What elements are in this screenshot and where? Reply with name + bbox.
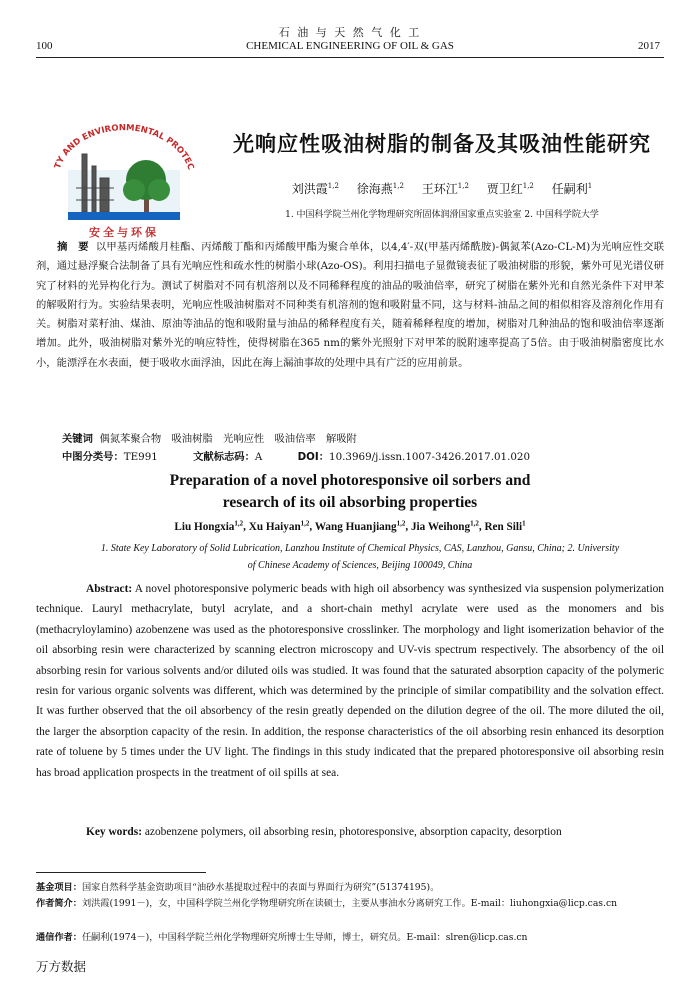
- author-cn: 任嗣利$^1$: [551, 182, 593, 196]
- keywords-cn: [62, 430, 662, 445]
- footnote-corresponding: 通信作者：任嗣利(1974－)，中国科学院兰州化学物理研究所博士生导师，博士，研究员。E-mail：slren@licp.cas.cn: [36, 932, 528, 943]
- classification-line: [62, 448, 662, 463]
- doc-code-value: A: [254, 451, 263, 463]
- author-en: Xu Haiyan$^{1,2}$: [248, 519, 310, 533]
- abstract-cn-text: 以甲基丙烯酸月桂酯、丙烯酸丁酯和丙烯酸甲酯为聚合单体，以4,4′-双(甲基丙烯酰胺)-偶氮苯(Azo-CL-M)为光响应性交联剂，通过悬浮聚合法制备了具有光响应性和疏水性的树脂小球(Azo-OS)。利用扫描电子显微镜表征了吸油树脂的形貌，紫外可见光谱仪研究了材料的光异构化行为。测试了树脂对不同有机溶剂以及不同稀释程度的油品的吸油倍率，研究了树脂在紫外光和自然光条件下对甲苯的解吸附行为。实验结果表明，光响应性吸油树脂对不同种类有机溶剂的饱和吸附量不同，这与材料-油品之间的相似相容及溶剂化作用有关。树脂对菜籽油、煤油、原油等油品的饱和吸附量与油品的稀释程度有关，随着稀释程度的增加，树脂对几种油品的饱和吸油倍率逐渐增加。此外，吸油树脂对紫外光的响应特性，使得树脂在365 nm的紫外光照射下对甲苯的脱附速率提高了5倍。由于吸油树脂密度比水小，能漂浮在水表面，便于吸收水面浮油，因此在海上漏油事故的处理中具有广泛的应用前景。: [36, 241, 665, 369]
- abstract-cn-label: 摘 要: [57, 241, 89, 253]
- logo-label: 安全与环保: [89, 226, 159, 239]
- footnote-divider: [36, 872, 206, 873]
- refinery-icon: [76, 154, 114, 212]
- author-cn: 徐海燕$^{1,2}$: [356, 182, 404, 196]
- author-en: Wang Huanjiang$^{1,2}$: [314, 519, 406, 533]
- issue-year: 2017: [638, 40, 660, 52]
- paper-title-en-line2: research of its oil absorbing properties: [222, 494, 478, 511]
- author-en: Jia Weihong$^{1,2}$: [410, 519, 479, 533]
- clc-label: 中图分类号：: [62, 451, 124, 463]
- water-band: [68, 212, 180, 220]
- affiliation-en: 1. State Key Laboratory of Solid Lubrication, Lanzhou Institute of Chemical Physics, CAS, Lanzhou, Gansu, China; 2. University of Chinese Academy of Sciences, Beijing 100049, China: [100, 543, 620, 571]
- author-cn: 刘洪霞$^{1,2}$: [291, 182, 339, 196]
- footnote-funding: 基金项目：国家自然科学基金资助项目“油砂水基提取过程中的表面与界面行为研究”(51374195)。: [36, 882, 440, 893]
- safety-environment-logo: [48, 108, 200, 240]
- author-cn: 贾卫红$^{1,2}$: [486, 182, 534, 196]
- page-number: 100: [36, 40, 53, 52]
- abstract-cn: [36, 238, 664, 373]
- affiliation-cn: 1. 中国科学院兰州化学物理研究所固体润滑国家重点实验室 2. 中国科学院大学: [285, 210, 599, 220]
- paper-title-cn: 光响应性吸油树脂的制备及其吸油性能研究: [233, 132, 651, 156]
- keywords-en: [36, 822, 664, 842]
- author-en: Liu Hongxia$^{1,2}$: [174, 519, 244, 533]
- author-cn: 王环江$^{1,2}$: [421, 182, 469, 196]
- abstract-en-text: A novel photoresponsive polymeric beads with high oil absorbency was synthesized via suspension polymerization technique. Lauryl methacrylate, butyl acrylate, and a short-chain methyl acrylate were used as the monomers and bis (methacryloylamino) azobenzene was used as the photoresponsive crosslinker. The morphology and light isomerization behavior of the oil absorbing resin were characterized by scanning electron microscopy and UV-vis spectrum respectively. The absorbency of the oil absorbing resin for various solvents and/or diluted oils was studied. It was found that the saturated absorption capacity of the polymeric resin for various organic solvents was different, which was determined by the principle of similar compatibility and the solvation effect. It was further observed that the oil absorbency of the resin greatly depended on the dilution degree of the oil. The more diluted the oil, the larger the absorption capacity of the resin. In addition, the response characteristics of the oil absorbing resin enhanced its desorption rate of toluene by 5 times under the UV light. The findings in this study indicated that the prepared photoresponsive oil absorbing resin has broad application prospects in the treatment of oil spills at sea.: [36, 583, 664, 779]
- doi-label: DOI：: [297, 451, 330, 463]
- logo-arc-text: TY AND ENVIRONMENTAL PROTEC: [52, 123, 196, 172]
- doi-value: 10.3969/j.issn.1007-3426.2017.01.020: [329, 451, 530, 463]
- watermark: 万方数据: [36, 959, 87, 974]
- journal-title-cn: 石 油 与 天 然 气 化 工: [278, 26, 422, 39]
- clc-value: TE991: [123, 451, 158, 463]
- abstract-en: [36, 579, 664, 783]
- journal-title-en: CHEMICAL ENGINEERING OF OIL & GAS: [246, 40, 454, 52]
- author-list-cn: [212, 180, 672, 197]
- abstract-en-label: Abstract:: [86, 583, 133, 595]
- footnote-author: 作者简介：刘洪霞(1991－)，女，中国科学院兰州化学物理研究所在读硕士，主要从事油水分离研究工作。E-mail：liuhongxia@licp.cas.cn: [36, 898, 618, 909]
- paper-title-en-line1: Preparation of a novel photoresponsive oil sorbers and: [169, 472, 531, 489]
- keywords-en-text: azobenzene polymers, oil absorbing resin, photoresponsive, absorption capacity, desorption: [144, 826, 562, 838]
- author-en: Ren Sili$^1$: [484, 519, 526, 533]
- keywords-cn-label: 关键词: [62, 433, 93, 445]
- author-list-en: Liu Hongxia$^{1,2}$, Xu Haiyan$^{1,2}$, Wang Huanjiang$^{1,2}$, Jia Weihong$^{1,2}$, Ren Sili$^1$: [174, 519, 526, 533]
- paper-title-en: [36, 470, 664, 514]
- keywords-cn-text: 偶氮苯聚合物 吸油树脂 光响应性 吸油倍率 解吸附: [99, 433, 357, 445]
- logo-graphic: [48, 108, 200, 240]
- keywords-en-label: Key words:: [86, 826, 142, 838]
- doc-code-label: 文献标志码：: [193, 451, 255, 463]
- header-divider: [36, 57, 664, 58]
